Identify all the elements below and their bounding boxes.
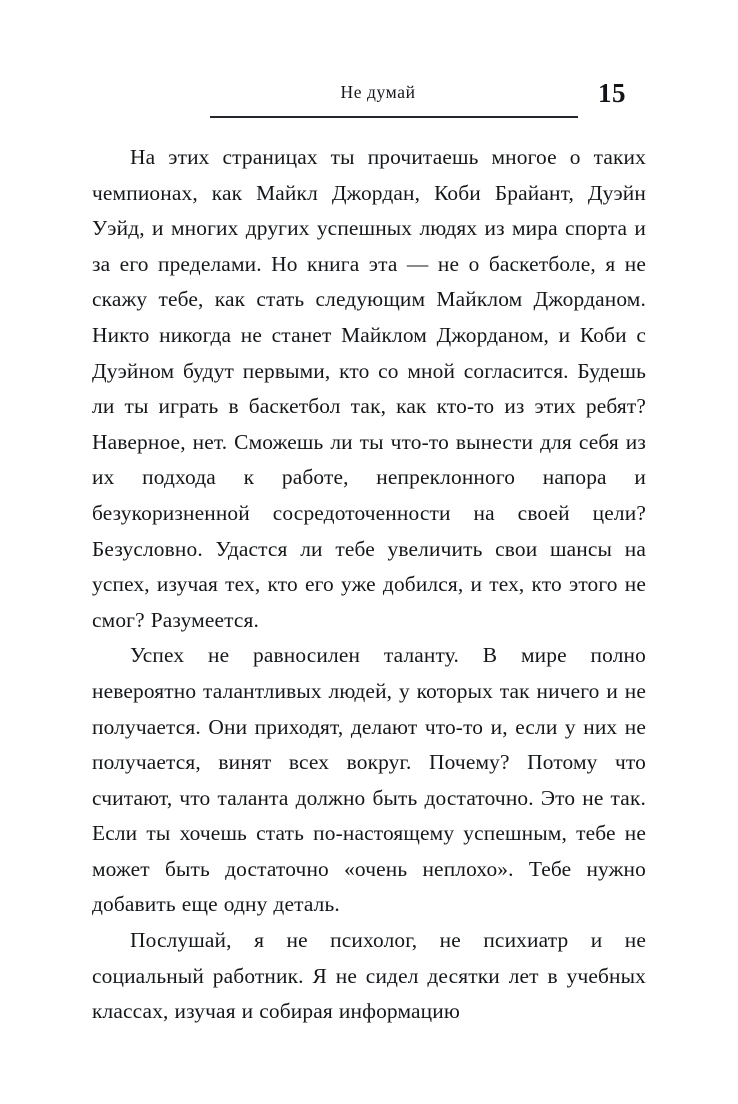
header-divider (210, 116, 578, 118)
page-number: 15 (598, 78, 626, 108)
body-text (92, 140, 646, 1030)
page-header (88, 78, 650, 126)
paragraph: Послушай, я не психолог, не психиатр и не социальный работник. Я не сидел десятки лет в учебных классах, изучая и собирая информацию (92, 928, 646, 1024)
paragraph: Успех не равносилен таланту. В мире полно невероятно талантливых людей, у которых так ничего и не получается. Они приходят, делают что-то и, если у них не получается, винят всех вокруг. Почему? Потому что считают, что таланта должно быть достаточно. Это не так. Если ты хочешь стать по-настоящему успешным, тебе не может быть достаточно «очень неплохо». Тебе нужно добавить еще одну деталь. (92, 643, 646, 917)
paragraph: На этих страницах ты прочитаешь многое о таких чемпионах, как Майкл Джордан, Коби Брайант, Дуэйн Уэйд, и многих других успешных людях из мира спорта и за его пределами. Но книга эта — не о баскетболе, я не скажу тебе, как стать следующим Майклом Джорданом. Никто никогда не станет Майклом Джорданом, и Коби с Дуэйном будут первыми, кто со мной согласится. Будешь ли ты играть в баскетбол так, как кто-то из этих ребят? Наверное, нет. Сможешь ли ты что-то вынести для себя из их подхода к работе, непреклонного напора и безукоризненной сосредоточенности на своей цели? Безусловно. Удастся ли тебе увеличить свои шансы на успех, изучая тех, кто его уже добился, и тех, кто этого не смог? Разумеется. (92, 145, 646, 632)
running-head: Не думай (340, 82, 416, 102)
